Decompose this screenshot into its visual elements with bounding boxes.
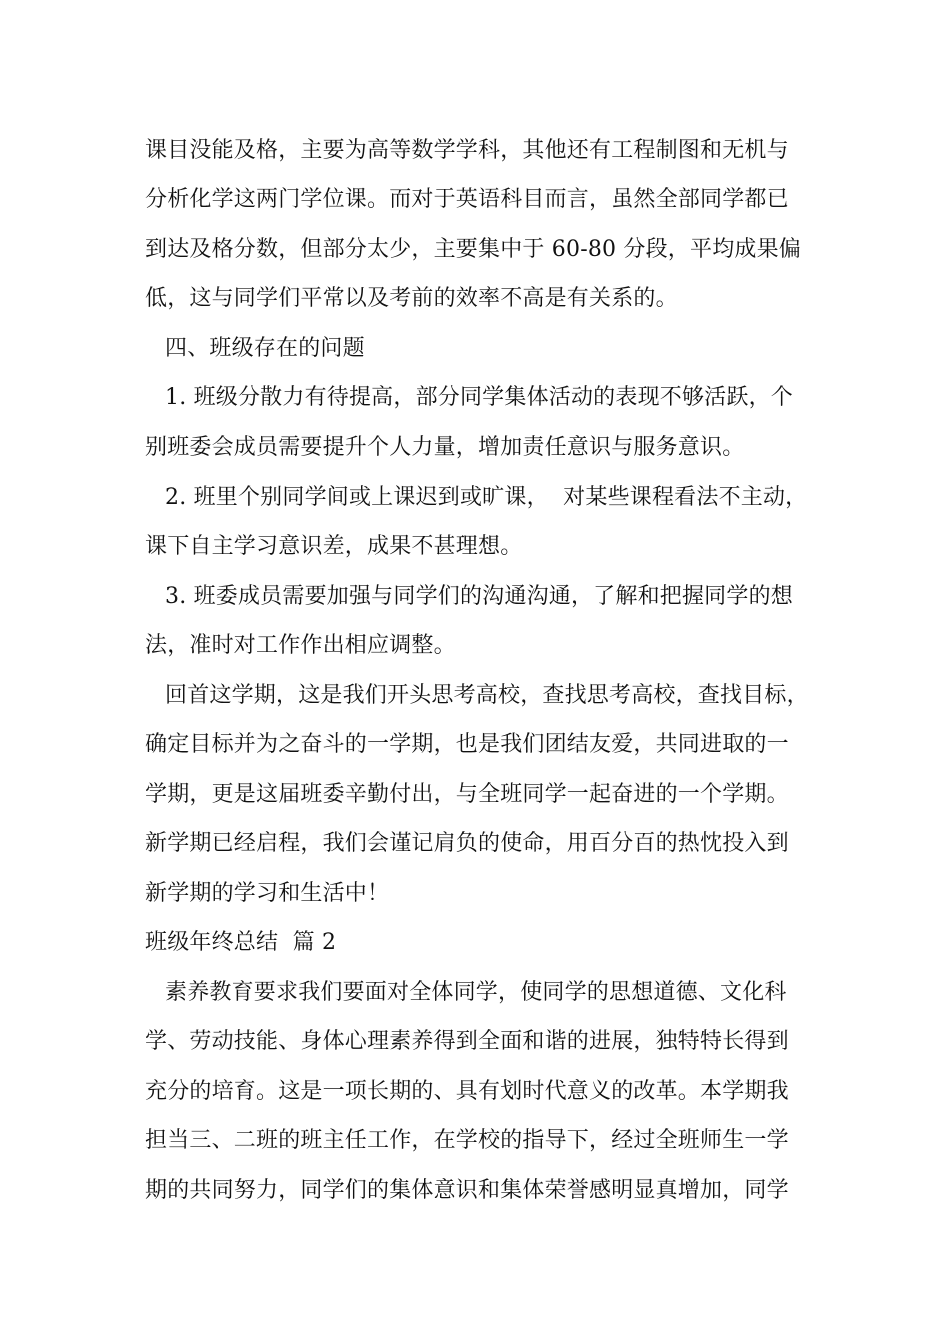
text-line-18: 素养教育要求我们要面对全体同学，使同学的思想道德、文化科: [165, 980, 787, 1005]
text-line-22: 期的共同努力，同学们的集体意识和集体荣誉感明显真增加，同学: [145, 1178, 789, 1203]
text-line-7: 别班委会成员需要提升个人力量，增加责任意识与服务意识。: [145, 435, 745, 460]
text-line-14: 学期，更是这届班委辛勤付出，与全班同学一起奋进的一个学期。: [145, 782, 789, 807]
text-line-2: 分析化学这两门学位课。而对于英语科目而言，虽然全部同学都已: [145, 187, 789, 212]
section-title-part-2: 班级年终总结 篇 2: [145, 930, 337, 955]
text-line-1: 课目没能及格，主要为高等数学学科，其他还有工程制图和无机与: [145, 138, 789, 163]
section-heading-issues: 四、班级存在的问题: [165, 336, 365, 361]
text-line-16: 新学期的学习和生活中！: [145, 881, 390, 906]
text-line-20: 充分的培育。这是一项长期的、具有划时代意义的改革。本学期我: [145, 1079, 789, 1104]
text-line-10: 3. 班委成员需要加强与同学们的沟通沟通，了解和把握同学的想: [165, 584, 793, 609]
text-line-9: 课下自主学习意识差，成果不甚理想。: [145, 534, 523, 559]
text-line-15: 新学期已经启程，我们会谨记肩负的使命，用百分百的热忱投入到: [145, 831, 789, 856]
text-line-19: 学、劳动技能、身体心理素养得到全面和谐的进展，独特特长得到: [145, 1029, 789, 1054]
text-line-12: 回首这学期，这是我们开头思考高校，查找思考高校，查找目标，: [165, 683, 809, 708]
text-line-3: 到达及格分数，但部分太少，主要集中于 60-80 分段，平均成果偏: [145, 237, 802, 262]
text-line-6: 1. 班级分散力有待提高，部分同学集体活动的表现不够活跃，个: [165, 385, 793, 410]
text-line-11: 法，准时对工作作出相应调整。: [145, 633, 456, 658]
text-line-21: 担当三、二班的班主任工作，在学校的指导下，经过全班师生一学: [145, 1128, 789, 1153]
text-line-8: 2. 班里个别同学间或上课迟到或旷课， 对某些课程看法不主动，: [165, 485, 808, 510]
text-line-13: 确定目标并为之奋斗的一学期，也是我们团结友爱，共同进取的一: [145, 732, 789, 757]
text-line-4: 低，这与同学们平常以及考前的效率不高是有关系的。: [145, 286, 678, 311]
